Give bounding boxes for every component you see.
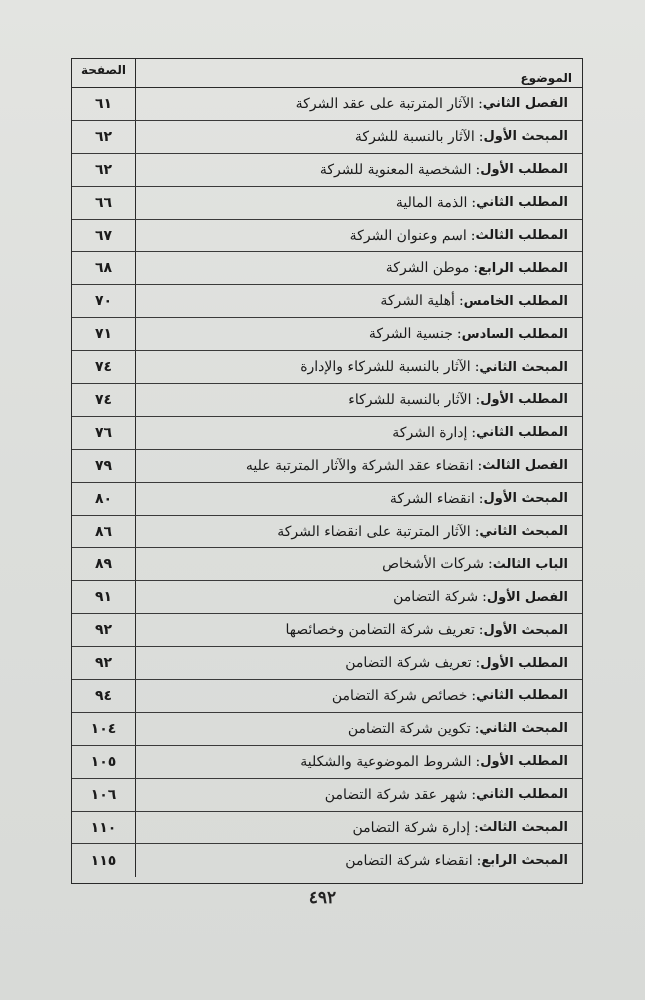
- toc-entry-title: إدارة الشركة: [392, 424, 468, 441]
- toc-entry-topic: [136, 746, 582, 778]
- toc-entry-title: تعريف شركة التضامن وخصائصها: [285, 622, 475, 639]
- toc-entry-topic: [136, 647, 582, 679]
- page-column-header: الصفحة: [72, 59, 136, 87]
- toc-entry-separator: :: [474, 523, 480, 540]
- toc-entry-label: الباب الثالث: [492, 556, 568, 572]
- toc-entry-separator: :: [475, 391, 481, 408]
- toc-entry-label: الفصل الأول: [486, 589, 568, 605]
- toc-entry-topic: [136, 351, 582, 383]
- toc-row: [72, 581, 582, 614]
- toc-entry-separator: :: [458, 293, 464, 310]
- toc-entry-label: المطلب السادس: [461, 326, 568, 342]
- toc-row: [72, 154, 582, 187]
- toc-entry-topic: [136, 581, 582, 613]
- toc-row: [72, 187, 582, 220]
- toc-entry-title: الآثار بالنسبة للشركاء والإدارة: [300, 359, 471, 376]
- toc-header-row: [72, 59, 582, 88]
- toc-entry-title: انقضاء شركة التضامن: [345, 852, 473, 869]
- toc-entry-page: ٧٦: [72, 417, 136, 449]
- toc-entry-label: المطلب الثاني: [476, 787, 568, 803]
- toc-entry-topic: [136, 548, 582, 580]
- toc-entry-title: إدارة شركة التضامن: [352, 819, 471, 836]
- toc-entry-page: ٦٢: [72, 154, 136, 186]
- toc-entry-page: ٧١: [72, 318, 136, 350]
- toc-entry-label: المبحث الأول: [483, 491, 568, 507]
- toc-entry-label: المبحث الثاني: [479, 359, 568, 375]
- toc-entry-separator: :: [477, 457, 483, 474]
- toc-entry-topic: [136, 417, 582, 449]
- toc-entry-title: انقضاء عقد الشركة والآثار المترتبة عليه: [245, 457, 474, 474]
- toc-entry-separator: :: [471, 424, 477, 441]
- toc-row: [72, 680, 582, 713]
- toc-entry-topic: [136, 318, 582, 350]
- toc-row: [72, 812, 582, 845]
- toc-entry-title: تكوين شركة التضامن: [347, 720, 471, 737]
- toc-entry-title: انقضاء الشركة: [389, 490, 475, 507]
- toc-row: [72, 450, 582, 483]
- toc-entry-label: المطلب الأول: [480, 754, 568, 770]
- toc-entry-page: ٩٢: [72, 647, 136, 679]
- toc-row: [72, 252, 582, 285]
- toc-entry-label: المطلب الأول: [480, 655, 568, 671]
- toc-entry-topic: [136, 187, 582, 219]
- toc-entry-separator: :: [473, 260, 479, 277]
- toc-entry-topic: [136, 483, 582, 515]
- toc-entry-title: خصائص شركة التضامن: [331, 687, 468, 704]
- toc-entry-topic: [136, 516, 582, 548]
- toc-entry-page: ٨٦: [72, 516, 136, 548]
- toc-entry-separator: :: [475, 655, 481, 672]
- toc-entry-title: جنسية الشركة: [368, 326, 453, 343]
- toc-entry-label: المطلب الأول: [480, 392, 568, 408]
- toc-entry-topic: [136, 812, 582, 844]
- toc-row: [72, 384, 582, 417]
- toc-entry-label: المبحث الأول: [483, 622, 568, 638]
- toc-entry-page: ٧٠: [72, 285, 136, 317]
- toc-entry-page: ٦٧: [72, 220, 136, 252]
- toc-row: [72, 318, 582, 351]
- toc-entry-label: المطلب الرابع: [478, 260, 568, 276]
- toc-entry-separator: :: [478, 622, 484, 639]
- toc-entry-separator: :: [476, 852, 482, 869]
- toc-entry-page: ١٠٤: [72, 713, 136, 745]
- toc-row: [72, 779, 582, 812]
- toc-entry-topic: [136, 680, 582, 712]
- toc-entry-label: المطلب الثاني: [476, 195, 568, 211]
- toc-entry-label: المبحث الرابع: [481, 853, 568, 869]
- toc-entry-page: ٧٤: [72, 384, 136, 416]
- toc-entry-separator: :: [456, 326, 462, 343]
- toc-entry-title: الشروط الموضوعية والشكلية: [300, 753, 472, 770]
- toc-entry-separator: :: [475, 753, 481, 770]
- toc-entry-title: الآثار بالنسبة للشركاء: [348, 391, 472, 408]
- toc-row: [72, 746, 582, 779]
- toc-entry-topic: [136, 88, 582, 120]
- toc-entry-page: ١٠٥: [72, 746, 136, 778]
- toc-entry-title: اسم وعنوان الشركة: [349, 227, 467, 244]
- toc-entry-title: شركة التضامن: [393, 589, 479, 606]
- toc-row: [72, 88, 582, 121]
- toc-body: [72, 88, 582, 877]
- toc-entry-label: الفصل الثاني: [482, 96, 568, 112]
- toc-entry-label: المبحث الثالث: [478, 820, 568, 836]
- toc-entry-title: شركات الأشخاص: [382, 556, 484, 573]
- toc-entry-separator: :: [471, 687, 477, 704]
- toc-entry-page: ٧٤: [72, 351, 136, 383]
- toc-entry-page: ٩١: [72, 581, 136, 613]
- toc-entry-topic: [136, 252, 582, 284]
- toc-entry-title: أهلية الشركة: [380, 293, 455, 310]
- toc-entry-page: ٨٩: [72, 548, 136, 580]
- toc-entry-topic: [136, 154, 582, 186]
- toc-row: [72, 713, 582, 746]
- toc-entry-separator: :: [487, 556, 493, 573]
- toc-entry-topic: [136, 713, 582, 745]
- toc-entry-topic: [136, 779, 582, 811]
- toc-entry-separator: :: [478, 128, 484, 145]
- topic-column-header: الموضوع: [520, 71, 572, 85]
- toc-entry-topic: [136, 844, 582, 877]
- toc-entry-topic: [136, 450, 582, 482]
- toc-entry-label: المطلب الثاني: [476, 688, 568, 704]
- table-of-contents: [71, 58, 583, 884]
- toc-row: [72, 351, 582, 384]
- toc-row: [72, 417, 582, 450]
- toc-entry-page: ١١٥: [72, 844, 136, 877]
- toc-entry-topic: [136, 614, 582, 646]
- toc-entry-separator: :: [470, 227, 476, 244]
- toc-entry-title: موطن الشركة: [385, 260, 470, 277]
- toc-entry-title: الآثار المترتبة على عقد الشركة: [295, 95, 475, 112]
- toc-entry-topic: [136, 285, 582, 317]
- toc-entry-title: الذمة المالية: [395, 194, 468, 211]
- toc-row: [72, 483, 582, 516]
- toc-entry-title: تعريف شركة التضامن: [345, 655, 472, 672]
- toc-entry-title: الآثار بالنسبة للشركة: [354, 128, 475, 145]
- toc-entry-page: ٦٨: [72, 252, 136, 284]
- toc-entry-topic: [136, 121, 582, 153]
- toc-entry-page: ٦٦: [72, 187, 136, 219]
- toc-row: [72, 548, 582, 581]
- toc-entry-separator: :: [474, 359, 480, 376]
- toc-entry-page: ١٠٦: [72, 779, 136, 811]
- toc-entry-title: الشخصية المعنوية للشركة: [319, 161, 472, 178]
- toc-entry-page: ٩٤: [72, 680, 136, 712]
- toc-entry-page: ٧٩: [72, 450, 136, 482]
- toc-entry-page: ٦٢: [72, 121, 136, 153]
- toc-entry-topic: [136, 220, 582, 252]
- toc-entry-title: الآثار المترتبة على انقضاء الشركة: [277, 523, 471, 540]
- toc-entry-separator: :: [471, 194, 477, 211]
- toc-entry-label: المبحث الثاني: [479, 721, 568, 737]
- toc-entry-separator: :: [474, 720, 480, 737]
- toc-entry-separator: :: [478, 95, 483, 112]
- toc-entry-page: ٨٠: [72, 483, 136, 515]
- toc-entry-separator: :: [482, 589, 487, 606]
- toc-entry-label: المطلب الخامس: [463, 293, 568, 309]
- toc-row: [72, 121, 582, 154]
- toc-entry-label: المبحث الثاني: [479, 524, 568, 540]
- toc-entry-page: ٩٢: [72, 614, 136, 646]
- page-number: ٤٩٢: [308, 888, 337, 908]
- toc-entry-separator: :: [474, 819, 479, 836]
- toc-row: [72, 844, 582, 877]
- toc-row: [72, 285, 582, 318]
- toc-row: [72, 516, 582, 549]
- toc-entry-label: المطلب الأول: [480, 162, 568, 178]
- toc-entry-separator: :: [475, 161, 481, 178]
- toc-entry-page: ٦١: [72, 88, 136, 120]
- toc-entry-label: المطلب الثاني: [476, 425, 568, 441]
- toc-row: [72, 220, 582, 253]
- toc-entry-label: المبحث الأول: [483, 129, 568, 145]
- toc-entry-title: شهر عقد شركة التضامن: [324, 786, 468, 803]
- toc-entry-separator: :: [471, 786, 477, 803]
- toc-entry-label: المطلب الثالث: [475, 228, 568, 243]
- toc-row: [72, 647, 582, 680]
- toc-entry-topic: [136, 384, 582, 416]
- toc-entry-label: الفصل الثالث: [482, 458, 568, 474]
- toc-entry-page: ١١٠: [72, 812, 136, 844]
- toc-entry-separator: :: [478, 490, 484, 507]
- toc-row: [72, 614, 582, 647]
